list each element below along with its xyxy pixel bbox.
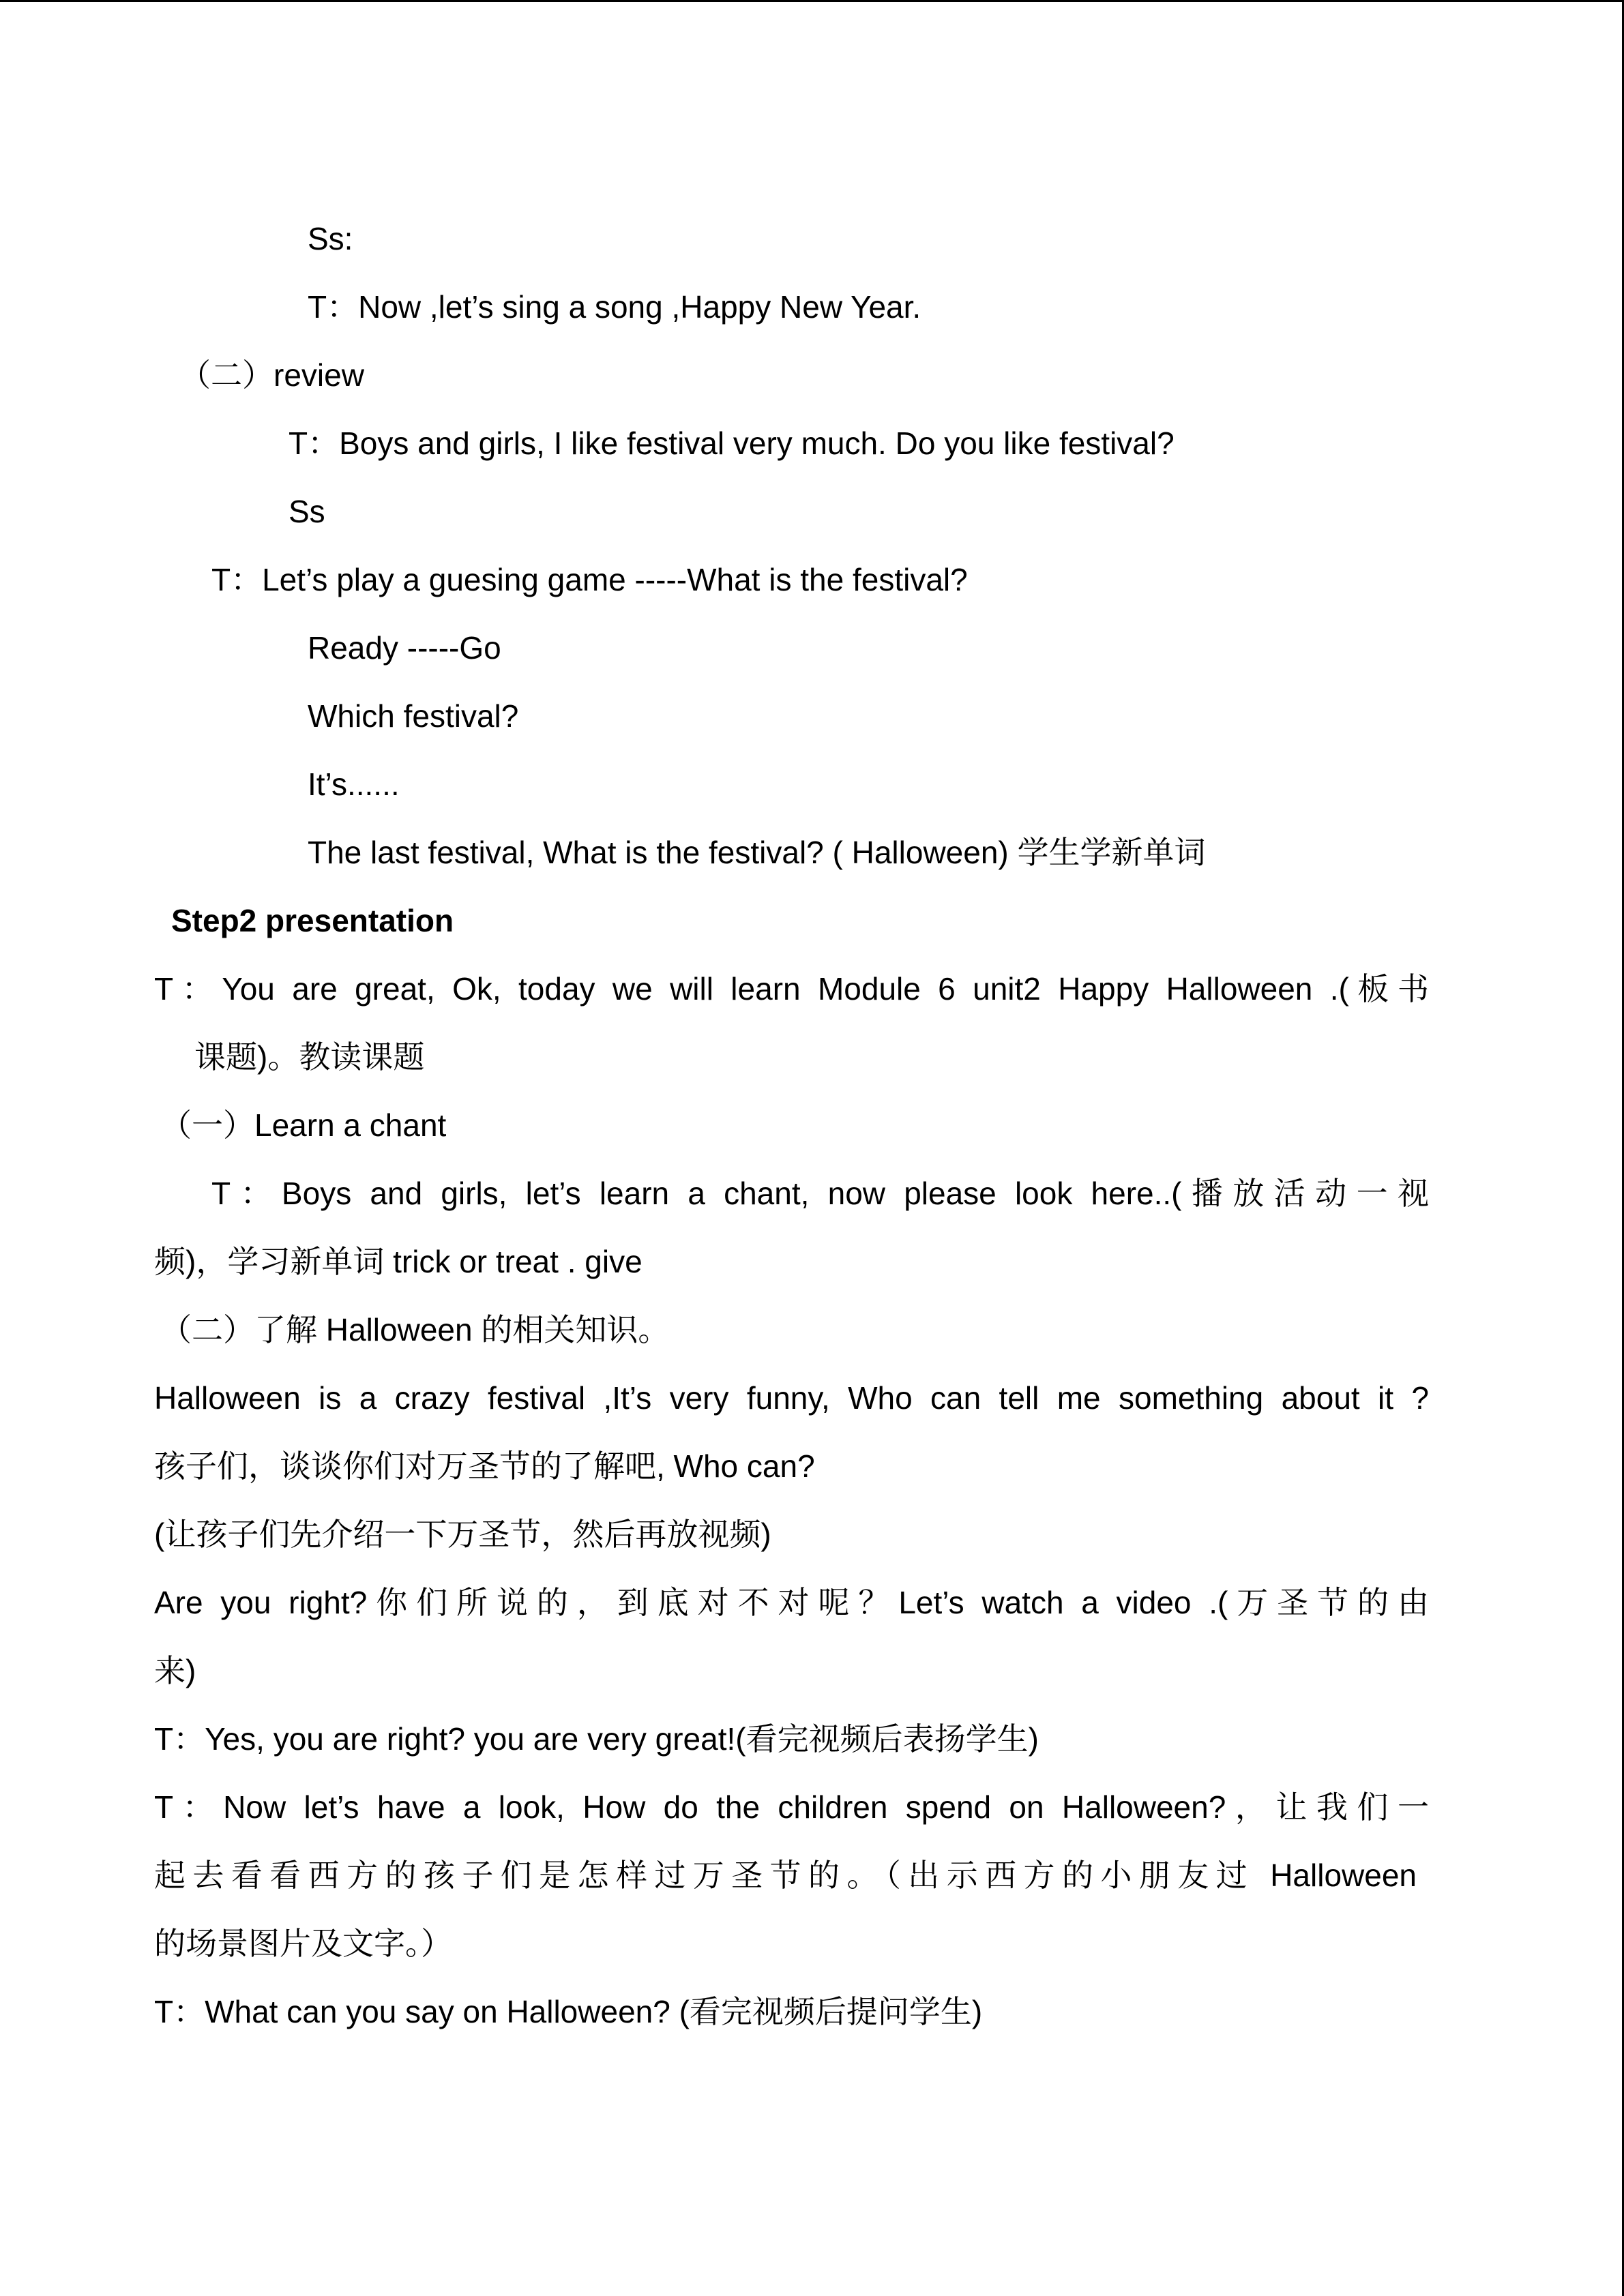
text-line-its: It’s......: [308, 766, 400, 802]
text-line-introduce-first: (让孩子们先介绍一下万圣节，然后再放视频): [154, 1517, 771, 1552]
text-line-last-festival: The last festival, What is the festival? ( Halloween) 学生学新单词: [308, 835, 1206, 870]
text-line-sing-song: T：Now ,let’s sing a song ,Happy New Year.: [308, 289, 921, 325]
text-line-origin-end: 来): [154, 1653, 196, 1688]
text-line-praise: T：Yes, you are right? you are very great!(看完视频后表扬学生): [154, 1721, 1039, 1757]
section-heading-halloween-knowledge: （二）了解 Halloween 的相关知识。: [160, 1312, 670, 1347]
text-line-chant-intro: T：Boys and girls, let’s learn a chant, now please look here..(播放活动一视: [211, 1176, 1429, 1211]
text-line-like-festival: T：Boys and girls, I like festival very much. Do you like festival?: [289, 426, 1175, 461]
text-line-children-talk: 孩子们，谈谈你们对万圣节的了解吧, Who can?: [154, 1448, 815, 1484]
text-line-what-can-you-say: T：What can you say on Halloween? (看完视频后提问学生): [154, 1994, 983, 2029]
text-line-new-words: 频)，学习新单词 trick or treat . give: [154, 1244, 643, 1279]
text-line-ss-response: Ss:: [308, 221, 353, 256]
text-line-title-reading: 课题)。教读课题: [194, 1039, 425, 1075]
text-line-guessing-game: T：Let’s play a guesing game -----What is the festival?: [211, 562, 968, 597]
section-heading-review: （二）review: [179, 357, 364, 393]
page-border-top: [0, 0, 1624, 2]
step2-heading: Step2 presentation: [171, 903, 454, 938]
text-line-are-you-right: Are you right?你们所说的，到底对不对呢？Let’s watch a video .(万圣节的由: [154, 1585, 1429, 1620]
section-heading-learn-chant: （一）Learn a chant: [160, 1107, 447, 1143]
text-line-scene-pictures: 的场景图片及文字。）: [154, 1926, 452, 1961]
text-line-have-a-look: T：Now let’s have a look, How do the children spend on Halloween?，让我们一: [154, 1789, 1429, 1825]
text-line-learn-module: T：You are great, Ok, today we will learn Module 6 unit2 Happy Halloween .(板书: [154, 971, 1429, 1007]
text-line-ready-go: Ready -----Go: [308, 630, 501, 666]
text-line-western-children: 起去看看西方的孩子们是怎样过万圣节的。（出示西方的小朋友过 Halloween: [154, 1858, 1417, 1893]
text-line-crazy-festival: Halloween is a crazy festival ,It’s very funny, Who can tell me something about it ?: [154, 1380, 1429, 1416]
text-line-which-festival: Which festival?: [308, 698, 519, 734]
text-line-ss: Ss: [289, 494, 325, 529]
